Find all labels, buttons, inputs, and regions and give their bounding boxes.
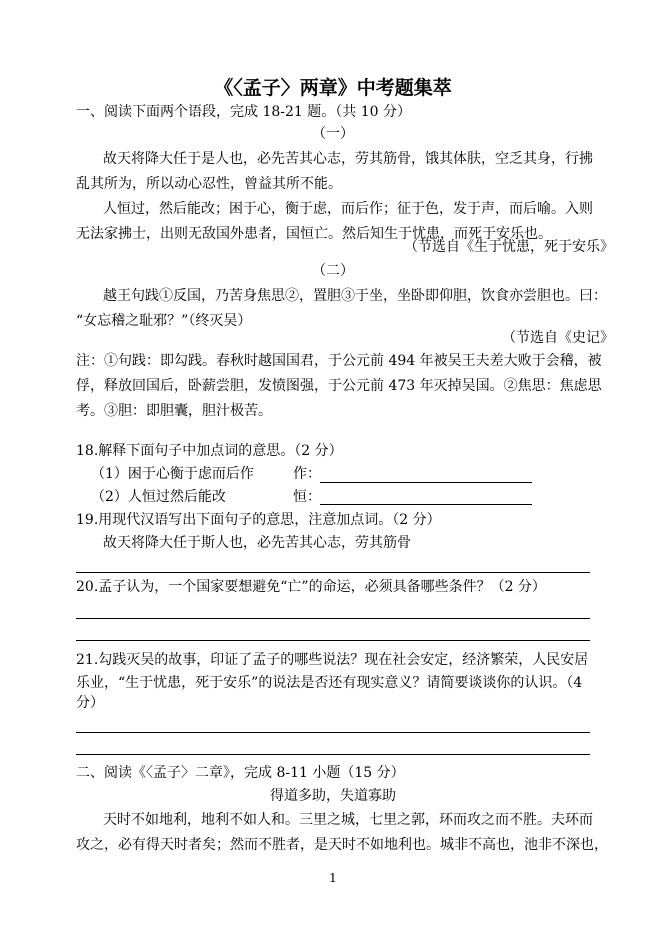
- q18-answer-line-1[interactable]: [320, 482, 532, 483]
- q19-sentence: 故天将降大任于斯人也，必先苦其心志，劳其筋骨: [103, 535, 411, 551]
- q18-label-1: 作：: [293, 466, 321, 482]
- note-line: 俘，释放回国后，卧薪尝胆，发愤图强，于公元前 473 年灭掉吴国。②焦思：焦虑思: [76, 378, 602, 394]
- section2-heading: 二、阅读《〈孟子〉二章》，完成 8-11 小题（15 分）: [76, 765, 405, 781]
- q21-line: 乐业，“生于忧患，死于安乐”的说法是否还有现实意义？请简要谈谈你的认识。（4: [76, 675, 583, 691]
- q21-answer-line[interactable]: [76, 732, 590, 733]
- passage1-line: 乱其所为，所以动心忍性，曾益其所不能。: [76, 176, 342, 192]
- q19-text: 19.用现代汉语写出下面句子的意思，注意加点词。（2 分）: [76, 512, 441, 528]
- q18-text: 18.解释下面句子中加点词的意思。（2 分）: [76, 443, 343, 459]
- passage2-line: 越王句践①反国，乃苦身焦思②，置胆③于坐，坐卧即仰胆，饮食亦尝胆也。曰：: [103, 288, 607, 304]
- section1-heading: 一、阅读下面两个语段，完成 18-21 题。（共 10 分）: [76, 104, 411, 120]
- q18-sentence-1: （1）困于心衡于虑而后作: [91, 466, 254, 482]
- section2-line: 攻之，必有得天时者矣；然而不胜者，是天时不如地利也。城非不高也，池非不深也，: [76, 837, 608, 853]
- note-line: 考。③胆：即胆囊，胆汁极苦。: [76, 403, 272, 419]
- passage2-line: “女忘稽之耻邪？”（终灭吴）: [76, 313, 252, 329]
- q21-line: 21.勾践灭吴的故事，印证了孟子的哪些说法？现在社会安定，经济繁荣，人民安居: [76, 652, 589, 668]
- q20-answer-line[interactable]: [76, 640, 590, 641]
- q18-answer-line-2[interactable]: [320, 504, 532, 505]
- q18-sentence-2: （2）人恒过然后能改: [91, 489, 226, 505]
- q21-answer-line[interactable]: [76, 754, 590, 755]
- passage1-source: （节选自《生于忧患，死于安乐》: [404, 239, 614, 255]
- passage1-line: 无法家拂士，出则无敌国外患者，国恒亡。然后知生于忧患，而死于安乐也。: [76, 226, 552, 242]
- q21-line: 分）: [76, 695, 104, 711]
- note-line: 注：①句践：即勾践。春秋时越国国君，于公元前 494 年被吴王夫差大败于会稽，被: [76, 353, 602, 369]
- document-title: 《〈孟子〉两章》中考题集萃: [214, 77, 452, 99]
- passage1-line: 故天将降大任于是人也，必先苦其心志，劳其筋骨，饿其体肤，空乏其身，行拂: [103, 151, 593, 167]
- passage2-label: （二）: [312, 263, 354, 279]
- passage1-line: 人恒过，然后能改；困于心，衡于虑，而后作；征于色，发于声，而后喻。入则: [103, 201, 593, 217]
- q18-label-2: 恒：: [293, 489, 321, 505]
- q20-text: 20.孟子认为，一个国家要想避免“亡”的命运，必须具备哪些条件？（2 分）: [76, 579, 546, 595]
- passage2-source: （节选自《史记》: [502, 330, 614, 346]
- page-number: 1: [329, 871, 337, 885]
- q19-answer-line[interactable]: [76, 572, 590, 573]
- section2-line: 天时不如地利，地利不如人和。三里之城，七里之郭，环而攻之而不胜。夫环而: [103, 812, 593, 828]
- passage1-label: （一）: [312, 126, 354, 142]
- q20-answer-line[interactable]: [76, 618, 590, 619]
- section2-subtitle: 得道多助，失道寡助: [270, 788, 396, 804]
